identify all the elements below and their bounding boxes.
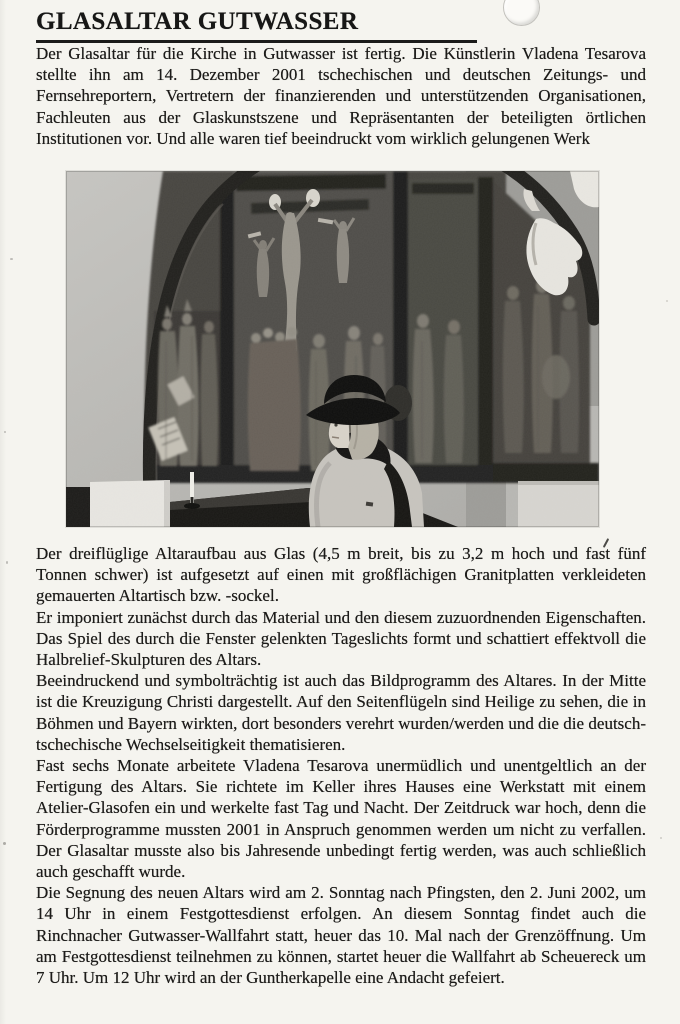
altar-photo-illustration bbox=[66, 171, 599, 527]
paragraph: Der dreiflüglige Altaraufbau aus Glas (4,5 m breit, bis zu 3,2 m hoch und fast fünf Tonnen schwer) ist aufgesetzt auf einen mit großflächigen Granitplatten verkleideten gemauerten Altartisch bzw. -sockel. bbox=[36, 544, 646, 606]
scan-speck bbox=[4, 431, 6, 433]
photo-grain bbox=[66, 171, 599, 527]
paragraph: Er imponiert zunächst durch das Material und den diesem zuzuordnenden Eigenschaften. Das Spiel des durch die Fenster gelenkten Tageslichts formt und schattiert effektvoll die Halbrelief-Skulpturen des Altars. bbox=[36, 607, 646, 670]
scan-speck bbox=[666, 300, 668, 302]
scan-speck bbox=[6, 561, 8, 564]
altar-photo bbox=[66, 171, 599, 527]
paragraph: Die Segnung des neuen Altars wird am 2. Sonntag nach Pfingsten, den 2. Juni 2002, um 14 Uhr in einem Festgottesdienst erfolgen. An diesem Sonntag findet auch die Rinchnacher Gutwasser-Wallfahrt statt, heuer das 10. Mal nach der Grenzöffnung. Um am Festgottesdienst teilnehmen zu können, startet heuer die Wallfahrt ab Scheuereck um 7 Uhr. Um 12 Uhr wird an der Guntherkapelle eine Andacht gefeiert. bbox=[36, 883, 646, 988]
scan-speck bbox=[660, 837, 662, 839]
article-body bbox=[36, 543, 646, 988]
scan-speck bbox=[10, 258, 13, 260]
paragraph: Fast sechs Monate arbeitete Vladena Tesarova unermüdlich und unentgeltlich an der Fertigung des Altars. Sie richtete im Keller ihres Hauses eine Werkstatt mit einem Atelier-Glasofen ein und werkelte fast Tag und Nacht. Der Zeitdruck war hoch, denn die Förderprogramme mussten 2001 in Anspruch genommen werden um nicht zu verfallen. Der Glasaltar musste also bis Jahresende unbedingt fertig werden, was auch schließlich auch geschafft wurde. bbox=[36, 756, 646, 882]
document-content bbox=[36, 8, 646, 988]
intro-paragraph: Der Glasaltar für die Kirche in Gutwasser ist fertig. Die Künstlerin Vladena Tesarova stellte ihn am 14. Dezember 2001 tschechischen und deutschen Zeitungs- und Fernsehreportern, Vertretern der finanzierenden und unterstützenden Organisationen, Fachleuten aus der Glaskunstszene und Repräsentanten der beteiligten örtlichen Institutionen vor. Und alle waren tief beeindruckt vom wirklich gelungenen Werk bbox=[36, 44, 646, 148]
page-title: GLASALTAR GUTWASSER bbox=[36, 8, 477, 43]
scan-speck bbox=[3, 842, 6, 845]
paragraph: Beeindruckend und symbolträchtig ist auch das Bildprogramm des Altares. In der Mitte ist die Kreuzigung Christi dargestellt. Auf den Seitenflügeln sind Heilige zu sehen, die in Böhmen und Bayern wirkten, dort besonders verehrt wurden/werden und die die deutsch-tschechische Wechselseitigkeit thematisieren. bbox=[36, 671, 646, 754]
